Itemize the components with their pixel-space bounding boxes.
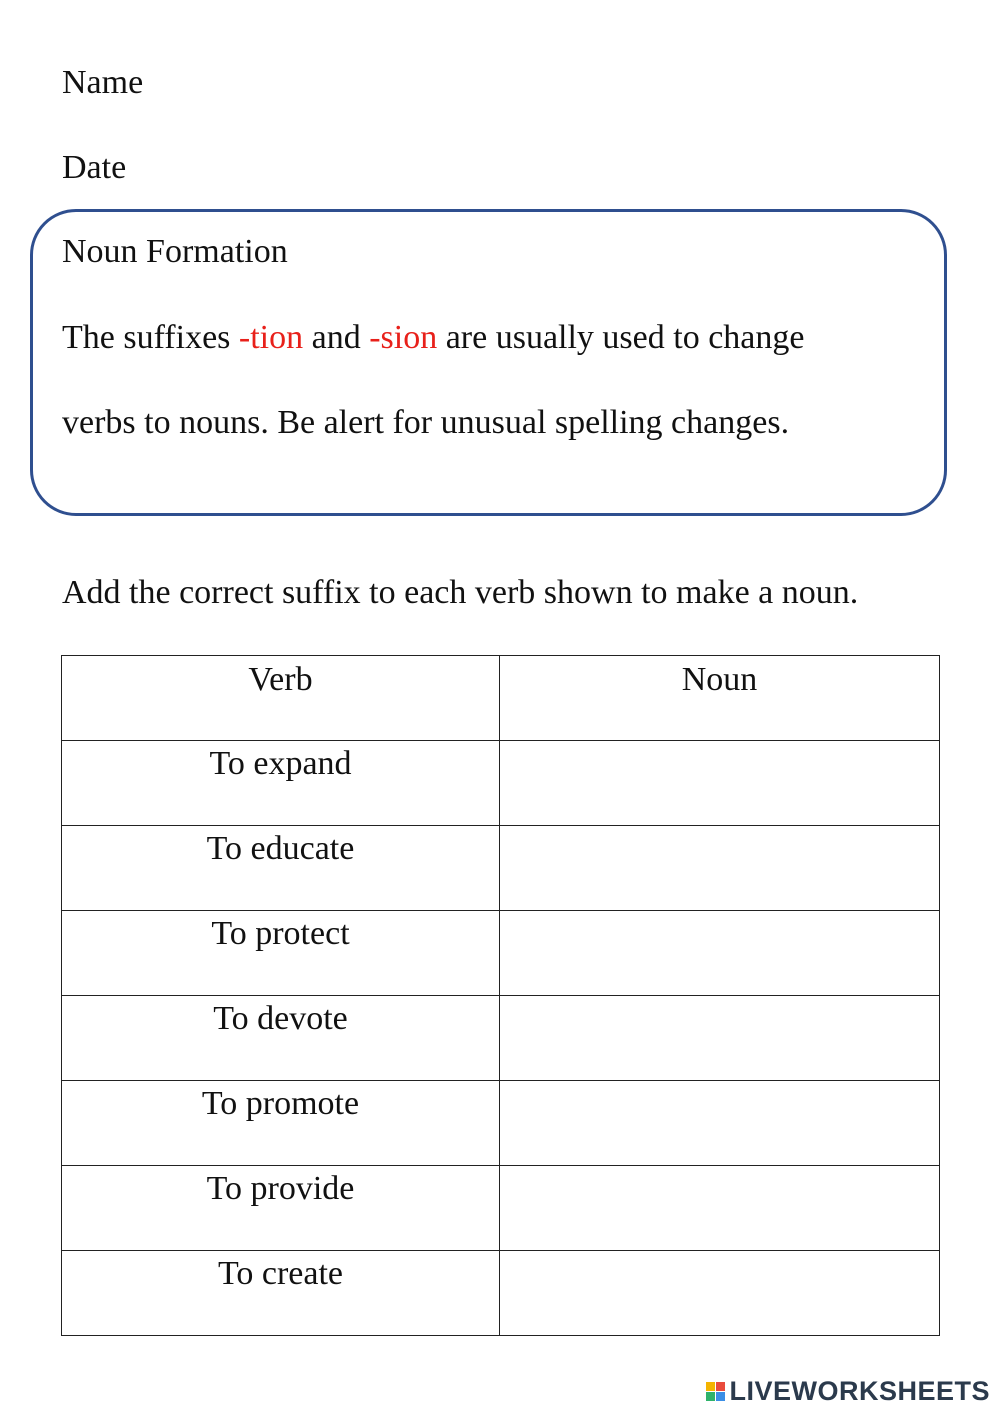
noun-answer-cell[interactable] — [500, 1251, 940, 1336]
verb-cell: To devote — [62, 996, 500, 1081]
verb-cell: To protect — [62, 911, 500, 996]
table-row — [62, 911, 940, 996]
logo-icon — [706, 1382, 725, 1401]
noun-answer-cell[interactable] — [500, 1081, 940, 1166]
text-segment: The suffixes — [62, 319, 239, 356]
noun-answer-cell[interactable] — [500, 741, 940, 826]
table-row — [62, 1081, 940, 1166]
verb-cell: To create — [62, 1251, 500, 1336]
table-row — [62, 741, 940, 826]
logo-text: LIVEWORKSHEETS — [729, 1376, 990, 1406]
header-verb: Verb — [62, 656, 500, 741]
noun-answer-cell[interactable] — [500, 911, 940, 996]
text-segment: and — [303, 319, 370, 356]
info-box-text-line-2: verbs to nouns. Be alert for unusual spelling changes. — [62, 404, 790, 441]
instruction-text: Add the correct suffix to each verb shown to make a noun. — [62, 574, 859, 611]
text-segment: are usually used to change — [437, 319, 805, 356]
name-label: Name — [62, 64, 144, 101]
noun-answer-cell[interactable] — [500, 996, 940, 1081]
table-row — [62, 996, 940, 1081]
table-header-row — [62, 656, 940, 741]
suffix-tion: -tion — [238, 319, 304, 356]
verb-cell: To promote — [62, 1081, 500, 1166]
info-box-title: Noun Formation — [62, 233, 288, 270]
verb-cell: To expand — [62, 741, 500, 826]
table-row — [62, 826, 940, 911]
liveworksheets-logo — [706, 1376, 990, 1407]
noun-answer-cell[interactable] — [500, 1166, 940, 1251]
verb-cell: To provide — [62, 1166, 500, 1251]
verb-noun-table — [61, 655, 940, 1336]
header-noun: Noun — [500, 656, 940, 741]
suffix-sion: -sion — [369, 319, 438, 356]
verb-cell: To educate — [62, 826, 500, 911]
table-row — [62, 1166, 940, 1251]
table-row — [62, 1251, 940, 1336]
date-label: Date — [62, 149, 127, 186]
info-box-text-line-1 — [62, 318, 804, 358]
noun-answer-cell[interactable] — [500, 826, 940, 911]
